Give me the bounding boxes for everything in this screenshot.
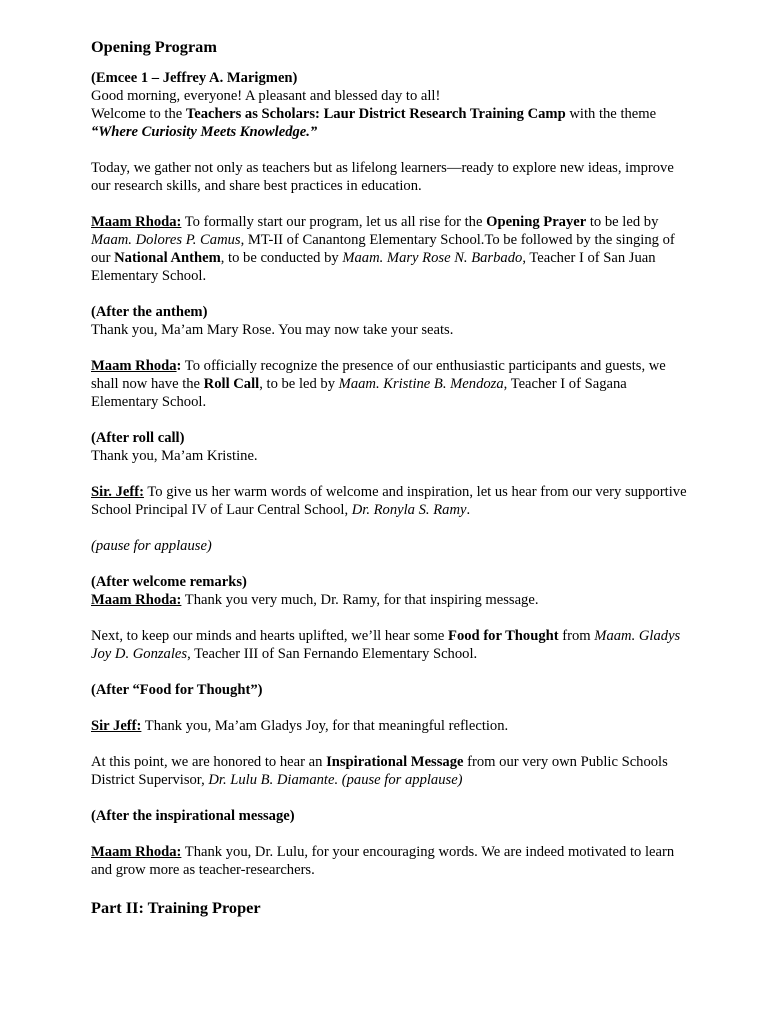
pause-for-applause: (pause for applause) (91, 538, 212, 554)
cue-after-inspirational-message: (After the inspirational message) (91, 808, 295, 824)
cue-after-anthem: (After the anthem) (91, 304, 208, 320)
cue-after-roll-call: (After roll call) (91, 430, 185, 446)
thanks-kristine: Thank you, Ma’am Kristine. (91, 448, 258, 464)
welcome-remarks-intro: Sir. Jeff: To give us her warm words of welcome and inspiration, let us hear from our very supportive School Principal IV of Laur Central School, Dr. Ronyla S. Ramy. (91, 484, 687, 518)
opening-prayer-paragraph: Maam Rhoda: To formally start our program, let us all rise for the Opening Prayer to be led by Maam. Dolores P. Camus, MT-II of Canantong Elementary School.To be followed by the singing of our National Anthem, to be conducted by Maam. Mary Rose N. Barbado, Teacher I of San Juan Elementary School. (91, 214, 675, 284)
inspirational-message-intro: At this point, we are honored to hear an Inspirational Message from our very own Public Schools District Supervisor, Dr. Lulu B. Diamante. (pause for applause) (91, 754, 668, 788)
thanks-dr-lulu: Maam Rhoda: Thank you, Dr. Lulu, for your encouraging words. We are indeed motivated to learn and grow more as teacher-researchers. (91, 844, 675, 878)
cue-after-food-for-thought: (After “Food for Thought”) (91, 682, 263, 698)
thanks-gladys-joy: Sir Jeff: Thank you, Ma’am Gladys Joy, for that meaningful reflection. (91, 718, 509, 734)
today-paragraph: Today, we gather not only as teachers but as lifelong learners—ready to explore new ideas, improve our research skills, and share best practices in education. (91, 160, 674, 194)
greeting-text: Good morning, everyone! A pleasant and blessed day to all! (91, 88, 441, 104)
document-page (91, 36, 691, 919)
cue-after-welcome-remarks: (After welcome remarks) (91, 574, 247, 590)
part-two-heading: Part II: Training Proper (91, 898, 261, 917)
emcee-line: (Emcee 1 – Jeffrey A. Marigmen) (91, 70, 298, 86)
doc-title: Opening Program (91, 37, 217, 56)
food-for-thought-intro: Next, to keep our minds and hearts uplifted, we’ll hear some Food for Thought from Maam. Gladys Joy D. Gonzales, Teacher III of San Fernando Elementary School. (91, 628, 681, 662)
thanks-dr-ramy: Maam Rhoda: Thank you very much, Dr. Ramy, for that inspiring message. (91, 592, 539, 608)
welcome-paragraph: Welcome to the Teachers as Scholars: Laur District Research Training Camp with the theme “Where Curiosity Meets Knowledge.” (91, 106, 657, 140)
roll-call-paragraph: Maam Rhoda: To officially recognize the presence of our enthusiastic participants and guests, we shall now have the Roll Call, to be led by Maam. Kristine B. Mendoza, Teacher I of Sagana Elementary School. (91, 358, 666, 410)
thanks-mary-rose: Thank you, Ma’am Mary Rose. You may now take your seats. (91, 322, 454, 338)
